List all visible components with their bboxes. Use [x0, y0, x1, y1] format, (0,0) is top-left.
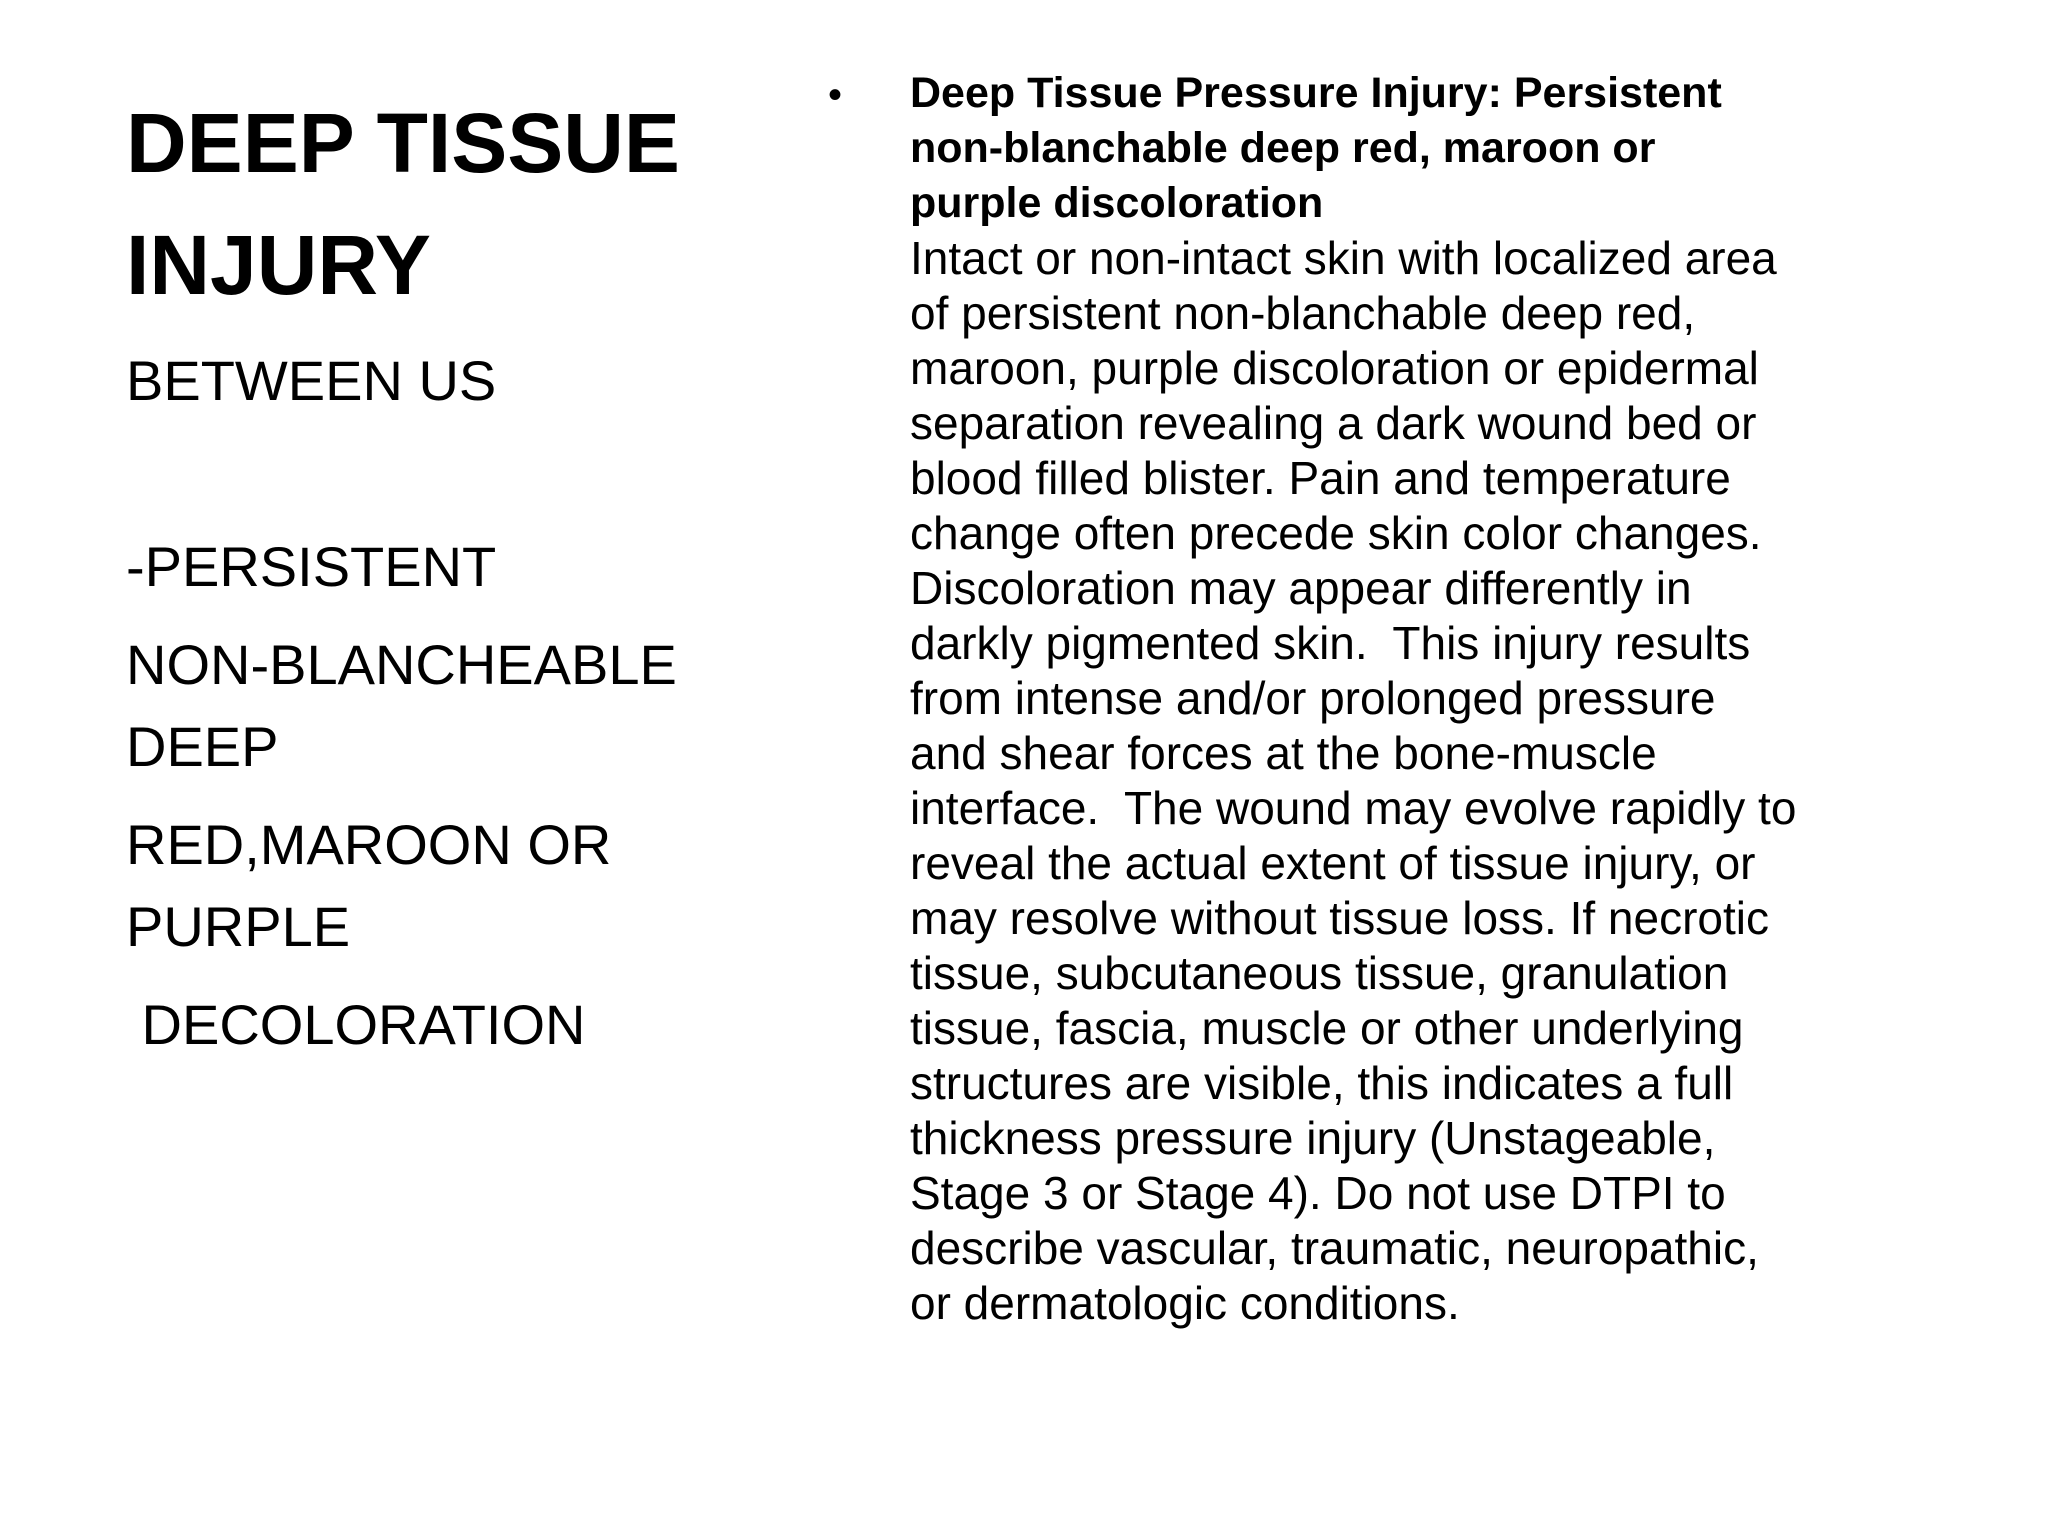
body-line: interface. The wound may evolve rapidly to: [910, 782, 1797, 834]
definition-heading: [910, 66, 1970, 231]
body-line: reveal the actual extent of tissue injury, or: [910, 837, 1756, 889]
summary-line-purple: PURPLE: [126, 895, 351, 958]
body-line: from intense and/or prolonged pressure: [910, 672, 1716, 724]
body-line: structures are visible, this indicates a full: [910, 1057, 1734, 1109]
summary-line-decoloration: DECOLORATION: [126, 993, 586, 1056]
left-column: [126, 82, 766, 1066]
summary-line-non-blancheable: NON-BLANCHEABLE: [126, 633, 677, 696]
body-line: Discoloration may appear differently in: [910, 562, 1692, 614]
heading-line: purple discoloration: [910, 179, 1324, 227]
body-line: darkly pigmented skin. This injury results: [910, 617, 1751, 669]
body-line: change often precede skin color changes.: [910, 507, 1762, 559]
spacer: [126, 968, 766, 984]
definition-body: [910, 231, 1970, 1331]
spacer: [126, 608, 766, 624]
heading-line: Deep Tissue Pressure Injury: Persistent: [910, 69, 1722, 117]
body-line: and shear forces at the bone-muscle: [910, 727, 1657, 779]
body-line: maroon, purple discoloration or epidermal: [910, 342, 1759, 394]
title-line-1: DEEP TISSUE: [126, 96, 680, 190]
left-summary: [126, 340, 766, 1066]
body-line: Stage 3 or Stage 4). Do not use DTPI to: [910, 1167, 1726, 1219]
body-line: describe vascular, traumatic, neuropathic,: [910, 1222, 1759, 1274]
summary-line-persistent: -PERSISTENT: [126, 535, 497, 598]
body-line: blood filled blister. Pain and temperature: [910, 452, 1731, 504]
body-line: or dermatologic conditions.: [910, 1277, 1460, 1329]
body-line: tissue, fascia, muscle or other underlying: [910, 1002, 1744, 1054]
bullet-icon: •: [828, 73, 843, 117]
definition-block: [910, 66, 1970, 1331]
body-line: may resolve without tissue loss. If necrotic: [910, 892, 1769, 944]
spacer: [126, 422, 766, 526]
heading-line: non-blanchable deep red, maroon or: [910, 124, 1656, 172]
slide-title: [126, 82, 766, 326]
body-line: Intact or non-intact skin with localized area: [910, 232, 1777, 284]
spacer: [126, 788, 766, 804]
body-line: of persistent non-blanchable deep red,: [910, 287, 1696, 339]
subtitle: BETWEEN US: [126, 349, 497, 412]
summary-line-red-maroon: RED,MAROON OR: [126, 813, 612, 876]
title-line-2: INJURY: [126, 218, 431, 312]
body-line: thickness pressure injury (Unstageable,: [910, 1112, 1716, 1164]
body-line: separation revealing a dark wound bed or: [910, 397, 1757, 449]
body-line: tissue, subcutaneous tissue, granulation: [910, 947, 1729, 999]
summary-line-deep: DEEP: [126, 715, 279, 778]
